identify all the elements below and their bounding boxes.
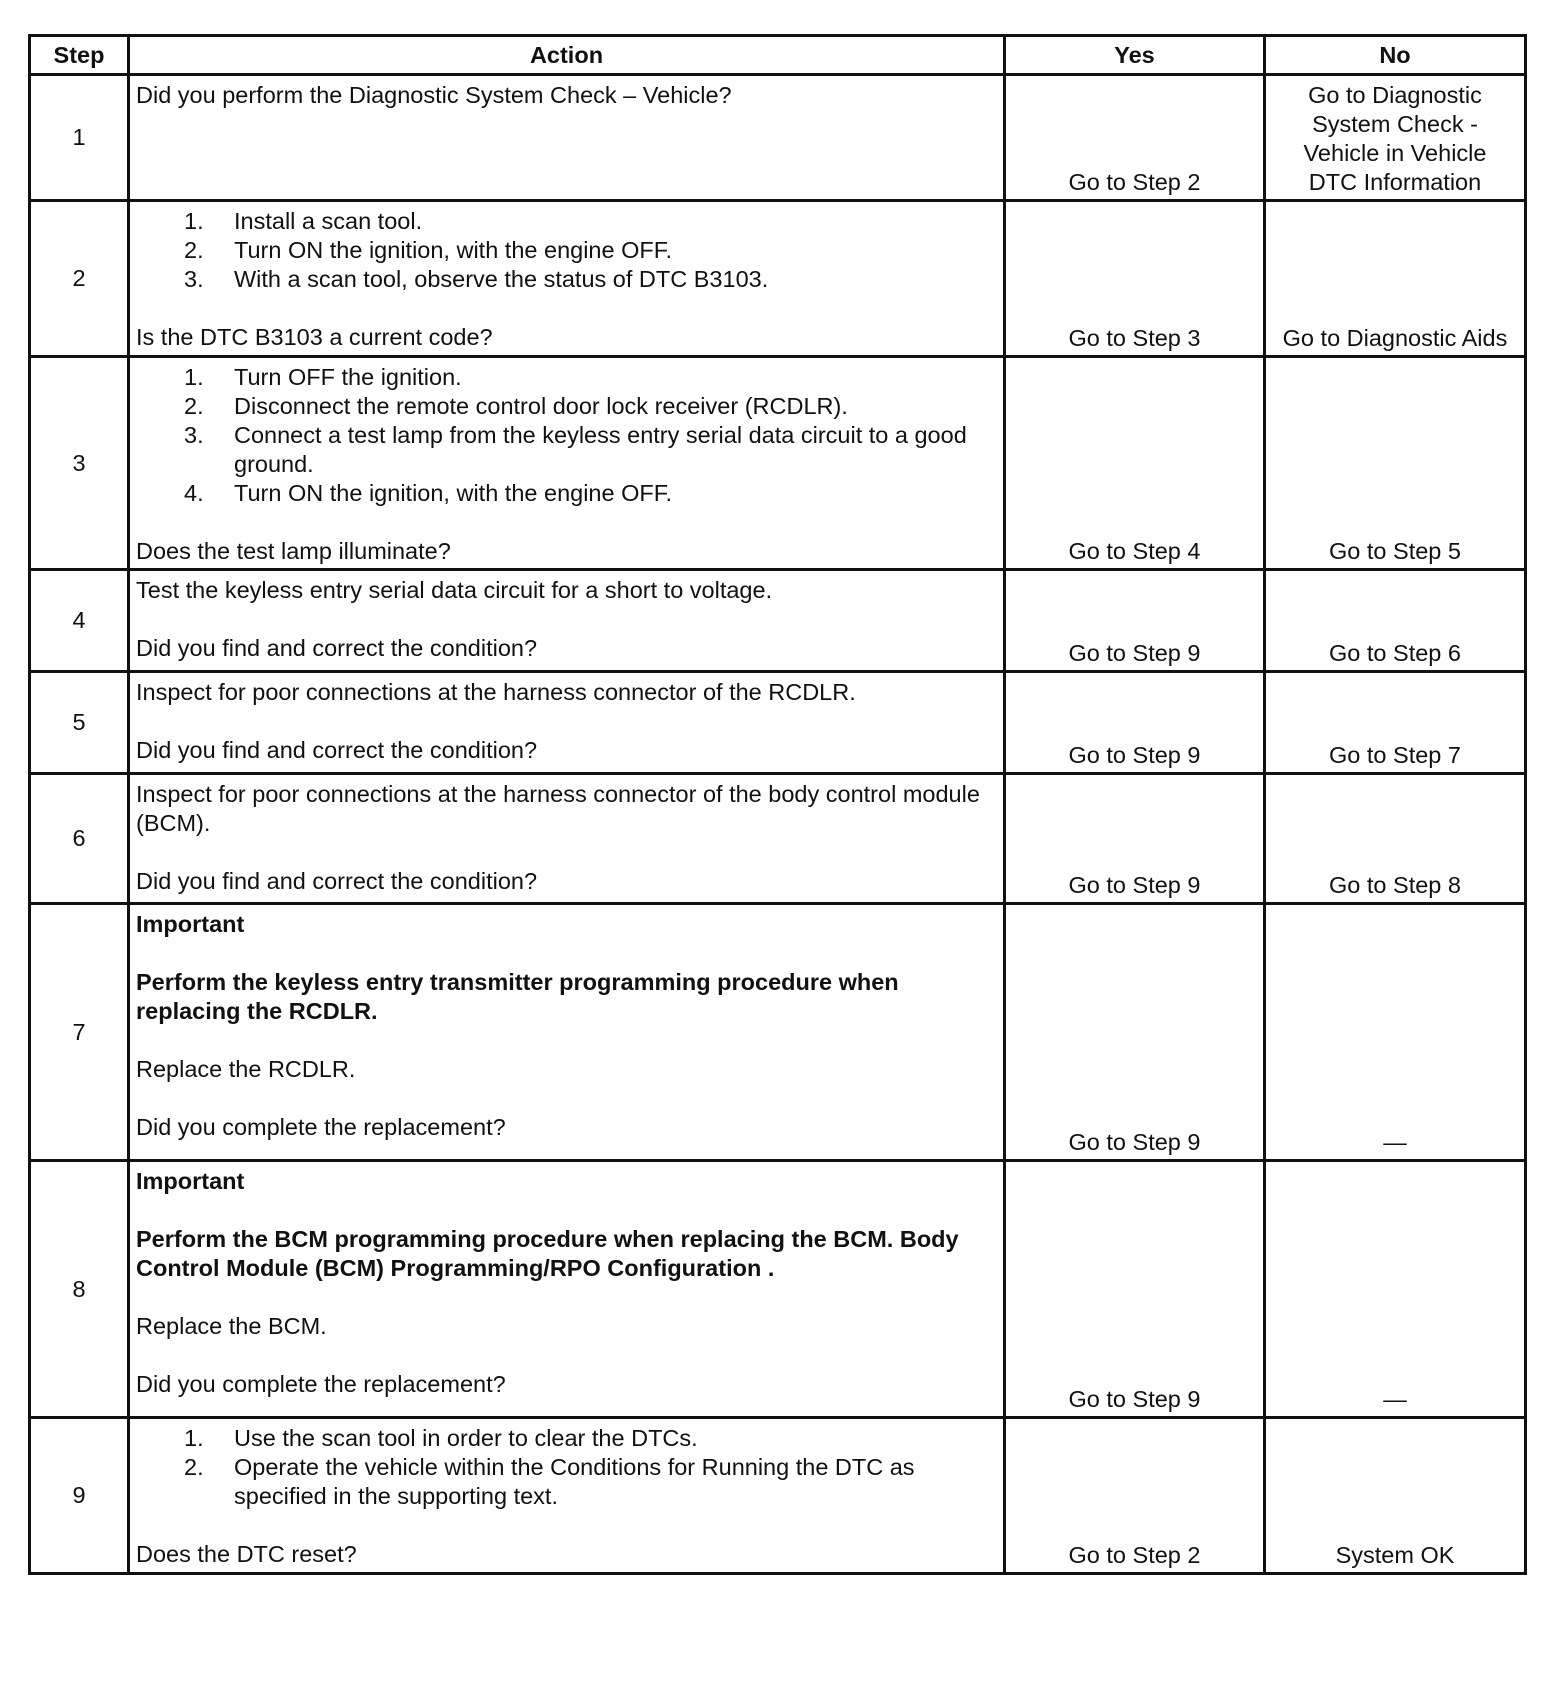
table-row [30,570,1526,672]
action-cell [129,904,1005,1161]
list-text: Turn OFF the ignition. [234,364,462,390]
no-cell: Go to Step 6 [1265,570,1526,672]
no-cell: Go to Diagnostic Aids [1265,201,1526,357]
action-question: Does the DTC reset? [136,1541,357,1567]
important-heading: Important [136,1168,245,1194]
list-text: Operate the vehicle within the Conditions for Running the DTC as specified in the supporting text. [234,1454,915,1509]
step-number: 6 [30,774,129,904]
step-number: 2 [30,201,129,357]
diagnostic-table [28,34,1527,1575]
table-row [30,357,1526,570]
action-cell [129,201,1005,357]
no-cell: — [1265,904,1526,1161]
action-question: Does the test lamp illuminate? [136,538,451,564]
spacer [136,1196,995,1225]
yes-cell: Go to Step 4 [1005,357,1265,570]
list-text: With a scan tool, observe the status of DTC B3103. [234,266,769,292]
table-row [30,904,1526,1161]
yes-cell: Go to Step 2 [1005,75,1265,201]
table-row [30,201,1526,357]
list-text: Turn ON the ignition, with the engine OFF. [234,480,673,506]
no-cell: Go to Step 5 [1265,357,1526,570]
table-row [30,774,1526,904]
list-item [136,265,995,294]
list-text: Connect a test lamp from the keyless entry serial data circuit to a good ground. [234,422,967,477]
list-item [136,363,995,392]
list-number: 2. [184,1454,204,1480]
step-number: 1 [30,75,129,201]
step-number: 9 [30,1418,129,1574]
yes-cell: Go to Step 9 [1005,1161,1265,1418]
action-cell [129,672,1005,774]
yes-cell: Go to Step 9 [1005,672,1265,774]
action-question: Is the DTC B3103 a current code? [136,324,493,350]
spacer [136,1283,995,1312]
action-question: Did you complete the replacement? [136,1114,506,1140]
yes-cell: Go to Step 3 [1005,201,1265,357]
list-item [136,421,995,479]
list-number: 4. [184,480,204,506]
list-text: Install a scan tool. [234,208,423,234]
header-action: Action [129,36,1005,75]
spacer [136,707,995,736]
header-row [30,36,1526,75]
action-list [136,1424,995,1511]
action-text: Replace the BCM. [136,1313,327,1339]
spacer [136,939,995,968]
list-item [136,1424,995,1453]
spacer [136,508,995,537]
list-item [136,392,995,421]
action-cell [129,75,1005,201]
list-text: Turn ON the ignition, with the engine OFF. [234,237,673,263]
no-cell: System OK [1265,1418,1526,1574]
important-text: Perform the keyless entry transmitter programming procedure when replacing the RCDLR. [136,969,899,1024]
step-number: 3 [30,357,129,570]
no-line: System Check - [1312,111,1478,137]
list-text: Disconnect the remote control door lock receiver (RCDLR). [234,393,848,419]
yes-cell: Go to Step 9 [1005,774,1265,904]
table-row [30,672,1526,774]
list-item [136,479,995,508]
step-number: 4 [30,570,129,672]
action-cell [129,570,1005,672]
table-row [30,1418,1526,1574]
action-list [136,207,995,294]
list-item [136,236,995,265]
step-number: 7 [30,904,129,1161]
spacer [136,838,995,867]
no-cell: Go to Step 7 [1265,672,1526,774]
no-cell: Go to Step 8 [1265,774,1526,904]
no-line: DTC Information [1308,169,1482,195]
list-item [136,1453,995,1511]
action-cell [129,1418,1005,1574]
table-row [30,1161,1526,1418]
action-cell [129,1161,1005,1418]
important-heading: Important [136,911,245,937]
action-text: Inspect for poor connections at the harness connector of the body control module (BCM). [136,781,980,836]
no-cell: — [1265,1161,1526,1418]
list-item [136,207,995,236]
action-question: Did you find and correct the condition? [136,737,538,763]
list-number: 2. [184,393,204,419]
list-number: 1. [184,1425,204,1451]
header-no: No [1265,36,1526,75]
action-question: Did you complete the replacement? [136,1371,506,1397]
spacer [136,605,995,634]
spacer [136,1084,995,1113]
action-text: Inspect for poor connections at the harness connector of the RCDLR. [136,679,856,705]
action-cell [129,357,1005,570]
list-text: Use the scan tool in order to clear the DTCs. [234,1425,698,1451]
no-line: Go to Diagnostic [1308,82,1482,108]
yes-cell: Go to Step 9 [1005,904,1265,1161]
spacer [136,294,995,323]
spacer [136,1341,995,1370]
header-step: Step [30,36,129,75]
action-question: Did you find and correct the condition? [136,635,538,661]
important-text: Perform the BCM programming procedure when replacing the BCM. Body Control Module (BCM) Programming/RPO Configuration . [136,1226,959,1281]
action-text: Replace the RCDLR. [136,1056,356,1082]
list-number: 2. [184,237,204,263]
list-number: 3. [184,266,204,292]
yes-cell: Go to Step 9 [1005,570,1265,672]
no-cell [1265,75,1526,201]
list-number: 1. [184,208,204,234]
action-cell [129,774,1005,904]
action-text: Test the keyless entry serial data circuit for a short to voltage. [136,577,773,603]
step-number: 8 [30,1161,129,1418]
list-number: 3. [184,422,204,448]
header-yes: Yes [1005,36,1265,75]
step-number: 5 [30,672,129,774]
action-list [136,363,995,508]
action-question: Did you find and correct the condition? [136,868,538,894]
no-line: Vehicle in Vehicle [1303,140,1487,166]
yes-cell: Go to Step 2 [1005,1418,1265,1574]
action-question: Did you perform the Diagnostic System Check – Vehicle? [136,82,732,108]
table-row [30,75,1526,201]
spacer [136,1026,995,1055]
list-number: 1. [184,364,204,390]
spacer [136,1511,995,1540]
